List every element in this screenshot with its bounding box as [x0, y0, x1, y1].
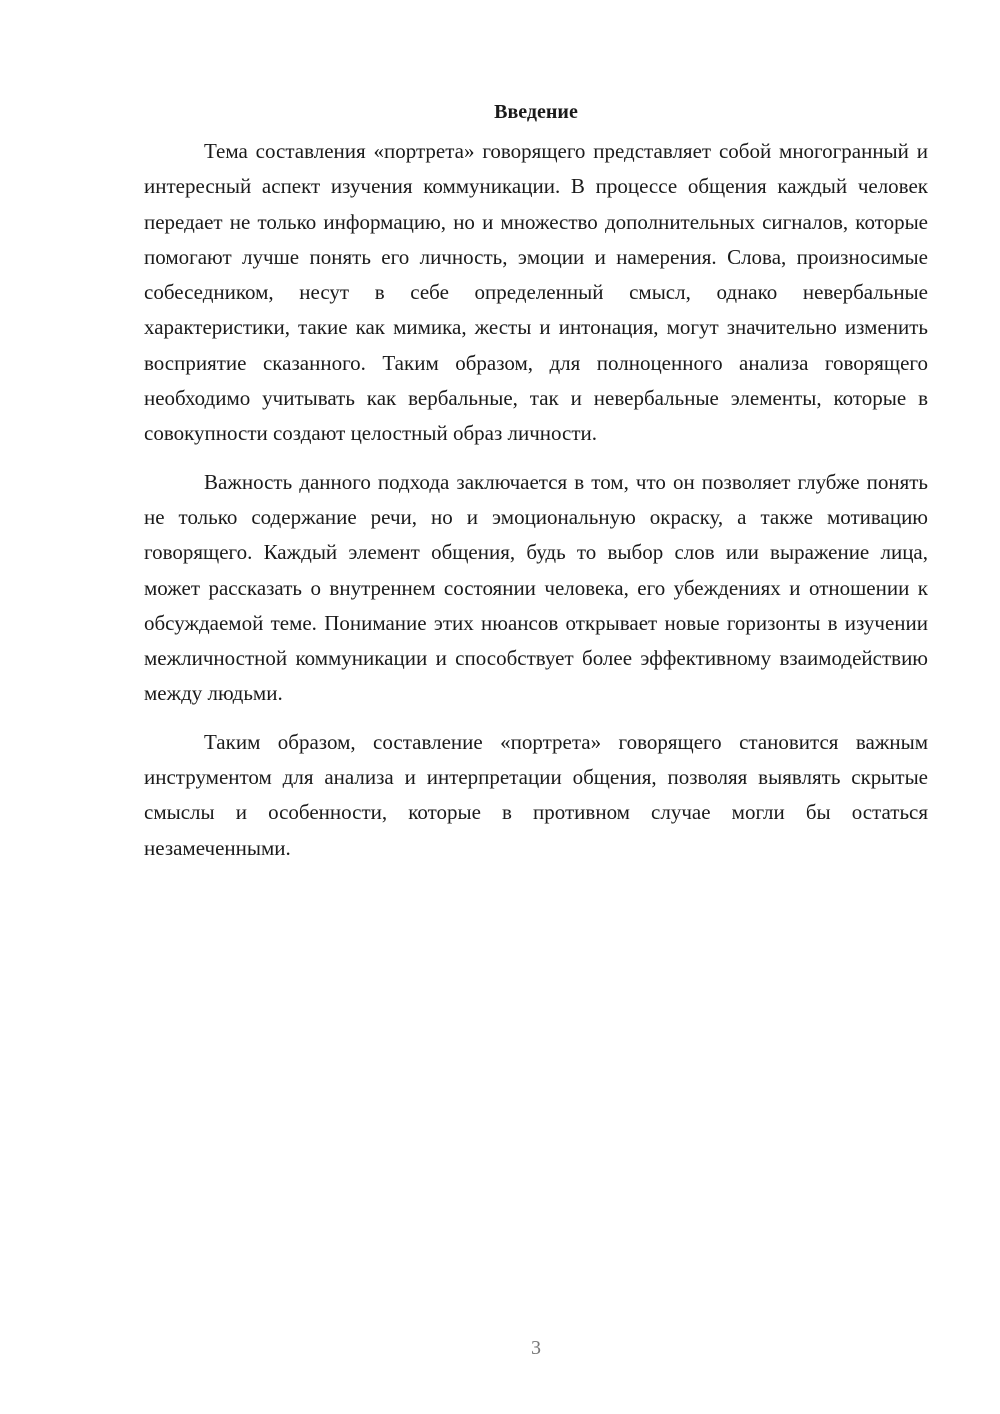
section-heading: Введение — [494, 101, 578, 123]
page-number: 3 — [531, 1337, 541, 1359]
paragraph-1: Тема составления «портрета» говорящего представляет собой многогранный и интересный аспект изучения коммуникации. В процессе общения каждый человек передает не только информацию, но и множество дополнительных сигналов, которые помогают лучше понять его личность, эмоции и намерения. Слова, произносимые собеседником, несут в себе определенный смысл, однако невербальные характеристики, такие как мимика, жесты и интонация, могут значительно изменить восприятие сказанного. Таким образом, для полноценного анализа говорящего необходимо учитывать как вербальные, так и невербальные элементы, которые в совокупности создают целостный образ личности. — [144, 139, 928, 446]
page-content — [144, 100, 928, 879]
paragraph-3: Таким образом, составление «портрета» говорящего становится важным инструментом для анализа и интерпретации общения, позволяя выявлять скрытые смыслы и особенности, которые в противном случае могли бы остаться незамеченными. — [144, 729, 928, 860]
paragraph-2: Важность данного подхода заключается в том, что он позволяет глубже понять не только содержание речи, но и эмоциональную окраску, а также мотивацию говорящего. Каждый элемент общения, будь то выбор слов или выражение лица, может рассказать о внутреннем состоянии человека, его убеждениях и отношении к обсуждаемой теме. Понимание этих нюансов открывает новые горизонты в изучении межличностной коммуникации и способствует более эффективному взаимодействию между людьми. — [144, 469, 928, 706]
